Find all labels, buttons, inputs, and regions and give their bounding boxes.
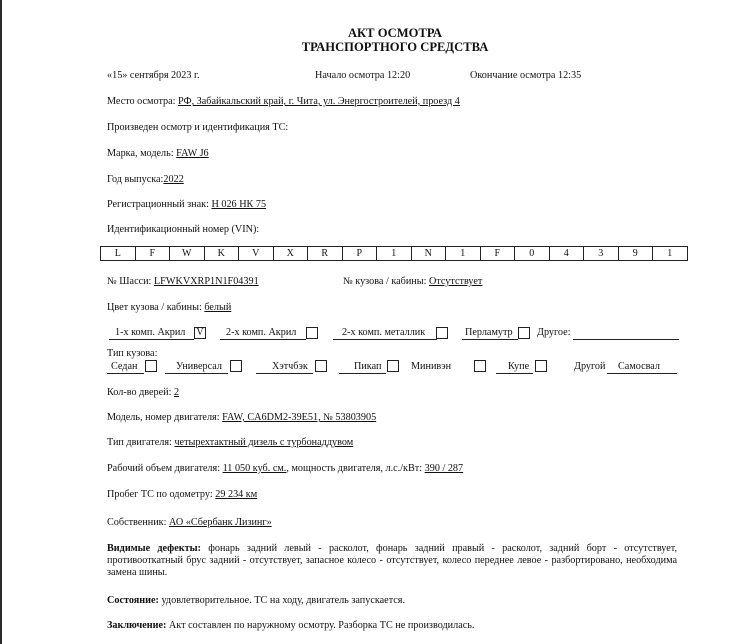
brand-label: Марка, модель: xyxy=(107,148,174,159)
vin-cell: X xyxy=(273,247,308,261)
defects-label: Видимые дефекты: xyxy=(107,543,201,554)
doc-subtitle: ТРАНСПОРТНОГО СРЕДСТВА xyxy=(301,40,489,54)
doc-title: АКТ ОСМОТРА xyxy=(347,26,443,40)
vin-cell: 4 xyxy=(549,247,584,261)
mileage-label: Пробег ТС по одометру: xyxy=(107,489,213,500)
doors-value: 2 xyxy=(174,387,180,398)
vin-cell: 1 xyxy=(377,247,412,261)
paint-opt4-label: Перламутр xyxy=(465,327,513,338)
vin-cell: N xyxy=(411,247,446,261)
doors-row xyxy=(107,387,179,399)
vin-cell: W xyxy=(170,247,205,261)
body-type-label: Тип кузова: xyxy=(107,348,158,359)
color-label: Цвет кузова / кабины: xyxy=(107,302,202,313)
defects-paragraph xyxy=(107,543,677,579)
inspection-date: «15» сентября 2023 г. xyxy=(107,70,200,81)
vin-cell: K xyxy=(204,247,239,261)
paint-opt4-underline xyxy=(462,339,518,340)
page-edge xyxy=(0,0,2,644)
condition-text: удовлетворительное. ТС на ходу, двигатель запускается. xyxy=(161,595,406,606)
vin-row xyxy=(101,247,688,261)
engine-value: FAW, CA6DM2-39E51, № 53803905 xyxy=(222,412,377,423)
paint-opt5-label: Другое: xyxy=(537,327,571,338)
vin-label: Идентификационный номер (VIN): xyxy=(107,224,260,235)
brand-row xyxy=(107,148,209,160)
body-pickup-label: Пикап xyxy=(354,361,382,372)
body-universal-label: Универсал xyxy=(176,361,222,372)
chassis-label: № Шасси: xyxy=(107,276,152,287)
year-value: 2022 xyxy=(163,174,184,185)
body-value: Отсутствует xyxy=(428,276,483,287)
mileage-row xyxy=(107,489,257,501)
condition-label: Состояние: xyxy=(107,595,159,606)
vin-cell: L xyxy=(101,247,136,261)
paint-opt3-label: 2-х комп. металлик xyxy=(342,327,426,338)
mileage-value: 29 234 км xyxy=(215,489,258,500)
chassis-row xyxy=(107,276,259,288)
start-time-row xyxy=(315,70,410,82)
body-sedan-label: Седан xyxy=(111,361,138,372)
paint-opt3-underline xyxy=(333,339,437,340)
conclusion-row xyxy=(107,620,474,632)
condition-row xyxy=(107,595,405,607)
engine-row xyxy=(107,412,376,424)
end-time-row xyxy=(470,70,581,82)
vin-cell: F xyxy=(480,247,515,261)
doors-label: Кол-во дверей: xyxy=(107,387,172,398)
vin-cell: F xyxy=(135,247,170,261)
body-pickup-underline xyxy=(339,373,386,374)
volume-row xyxy=(107,463,463,475)
power-label: , мощность двигателя, л.с./кВт: xyxy=(286,463,423,474)
body-other-label: Другой xyxy=(574,361,606,372)
conclusion-text: Акт составлен по наружному осмотру. Разборка ТС не производилась. xyxy=(168,620,475,631)
body-coupe-checkbox xyxy=(535,360,547,372)
paint-opt1-underline xyxy=(109,339,194,340)
body-row xyxy=(343,276,482,288)
body-minivan-label: Минивэн xyxy=(411,361,452,372)
body-label: № кузова / кабины: xyxy=(343,276,427,287)
engine-type-row xyxy=(107,437,353,449)
body-other-underline xyxy=(607,373,677,374)
paint-other-line xyxy=(573,339,679,340)
end-label: Окончание осмотра xyxy=(470,70,556,81)
place-label: Место осмотра: xyxy=(107,96,176,107)
volume-value: 11 050 куб. см. xyxy=(222,463,287,474)
engine-type-label: Тип двигателя: xyxy=(107,437,172,448)
vin-cell: 1 xyxy=(653,247,688,261)
color-row xyxy=(107,302,231,314)
body-pickup-checkbox xyxy=(387,360,399,372)
vin-cell: 3 xyxy=(584,247,619,261)
body-sedan-checkbox xyxy=(145,360,157,372)
vin-cell: 0 xyxy=(515,247,550,261)
start-label: Начало осмотра xyxy=(315,70,385,81)
reg-label: Регистрационный знак: xyxy=(107,199,209,210)
body-minivan-checkbox xyxy=(474,360,486,372)
year-label: Год выпуска: xyxy=(107,174,164,185)
brand-value: FAW J6 xyxy=(176,148,209,159)
owner-value: АО «Сбербанк Лизинг» xyxy=(169,517,272,528)
vin-cell: P xyxy=(342,247,377,261)
place-value: РФ, Забайкальский край, г. Чита, ул. Энергостроителей, проезд 4 xyxy=(178,96,460,107)
vin-cell: V xyxy=(239,247,274,261)
owner-row xyxy=(107,517,272,529)
year-row xyxy=(107,174,184,186)
defects-text: фонарь задний левый - расколот, фонарь задний правый - расколот, задний борт - отсутствует, противооткатный брус задний - отсутствует, запасное колесо - отсутствует, колесо переднее левое - разбортировано, необходима замена шины. xyxy=(107,543,677,578)
paint-opt2-underline xyxy=(220,339,306,340)
inspection-label: Произведен осмотр и идентификация ТС: xyxy=(107,122,289,133)
body-coupe-label: Купе xyxy=(508,361,530,372)
owner-label: Собственник: xyxy=(107,517,167,528)
paint-opt4-checkbox xyxy=(518,327,530,339)
body-hatchback-label: Хэтчбэк xyxy=(272,361,308,372)
vin-table xyxy=(100,246,688,261)
power-value: 390 / 287 xyxy=(424,463,464,474)
body-coupe-underline xyxy=(496,373,533,374)
start-time: 12:20 xyxy=(386,70,411,81)
body-universal-checkbox xyxy=(230,360,242,372)
conclusion-label: Заключение: xyxy=(107,620,167,631)
body-hatchback-checkbox xyxy=(315,360,327,372)
body-other-value: Самосвал xyxy=(618,361,661,372)
place-row xyxy=(107,96,460,108)
end-time: 12:35 xyxy=(557,70,582,81)
body-sedan-underline xyxy=(107,373,144,374)
paint-opt1-checkbox: V xyxy=(194,327,206,339)
paint-opt2-label: 2-х комп. Акрил xyxy=(226,327,297,338)
paint-opt1-label: 1-х комп. Акрил xyxy=(115,327,186,338)
volume-label: Рабочий объем двигателя: xyxy=(107,463,221,474)
vin-cell: 1 xyxy=(446,247,481,261)
vin-cell: 9 xyxy=(618,247,653,261)
reg-value: Н 026 НК 75 xyxy=(211,199,267,210)
body-hatchback-underline xyxy=(256,373,313,374)
body-universal-underline xyxy=(165,373,228,374)
paint-opt3-checkbox xyxy=(436,327,448,339)
chassis-value: LFWKVXRP1N1F04391 xyxy=(153,276,259,287)
engine-type-value: четырехтактный дизель с турбонаддувом xyxy=(174,437,354,448)
vin-cell: R xyxy=(308,247,343,261)
engine-label: Модель, номер двигателя: xyxy=(107,412,220,423)
reg-row xyxy=(107,199,266,211)
color-value: белый xyxy=(204,302,232,313)
paint-opt2-checkbox xyxy=(306,327,318,339)
